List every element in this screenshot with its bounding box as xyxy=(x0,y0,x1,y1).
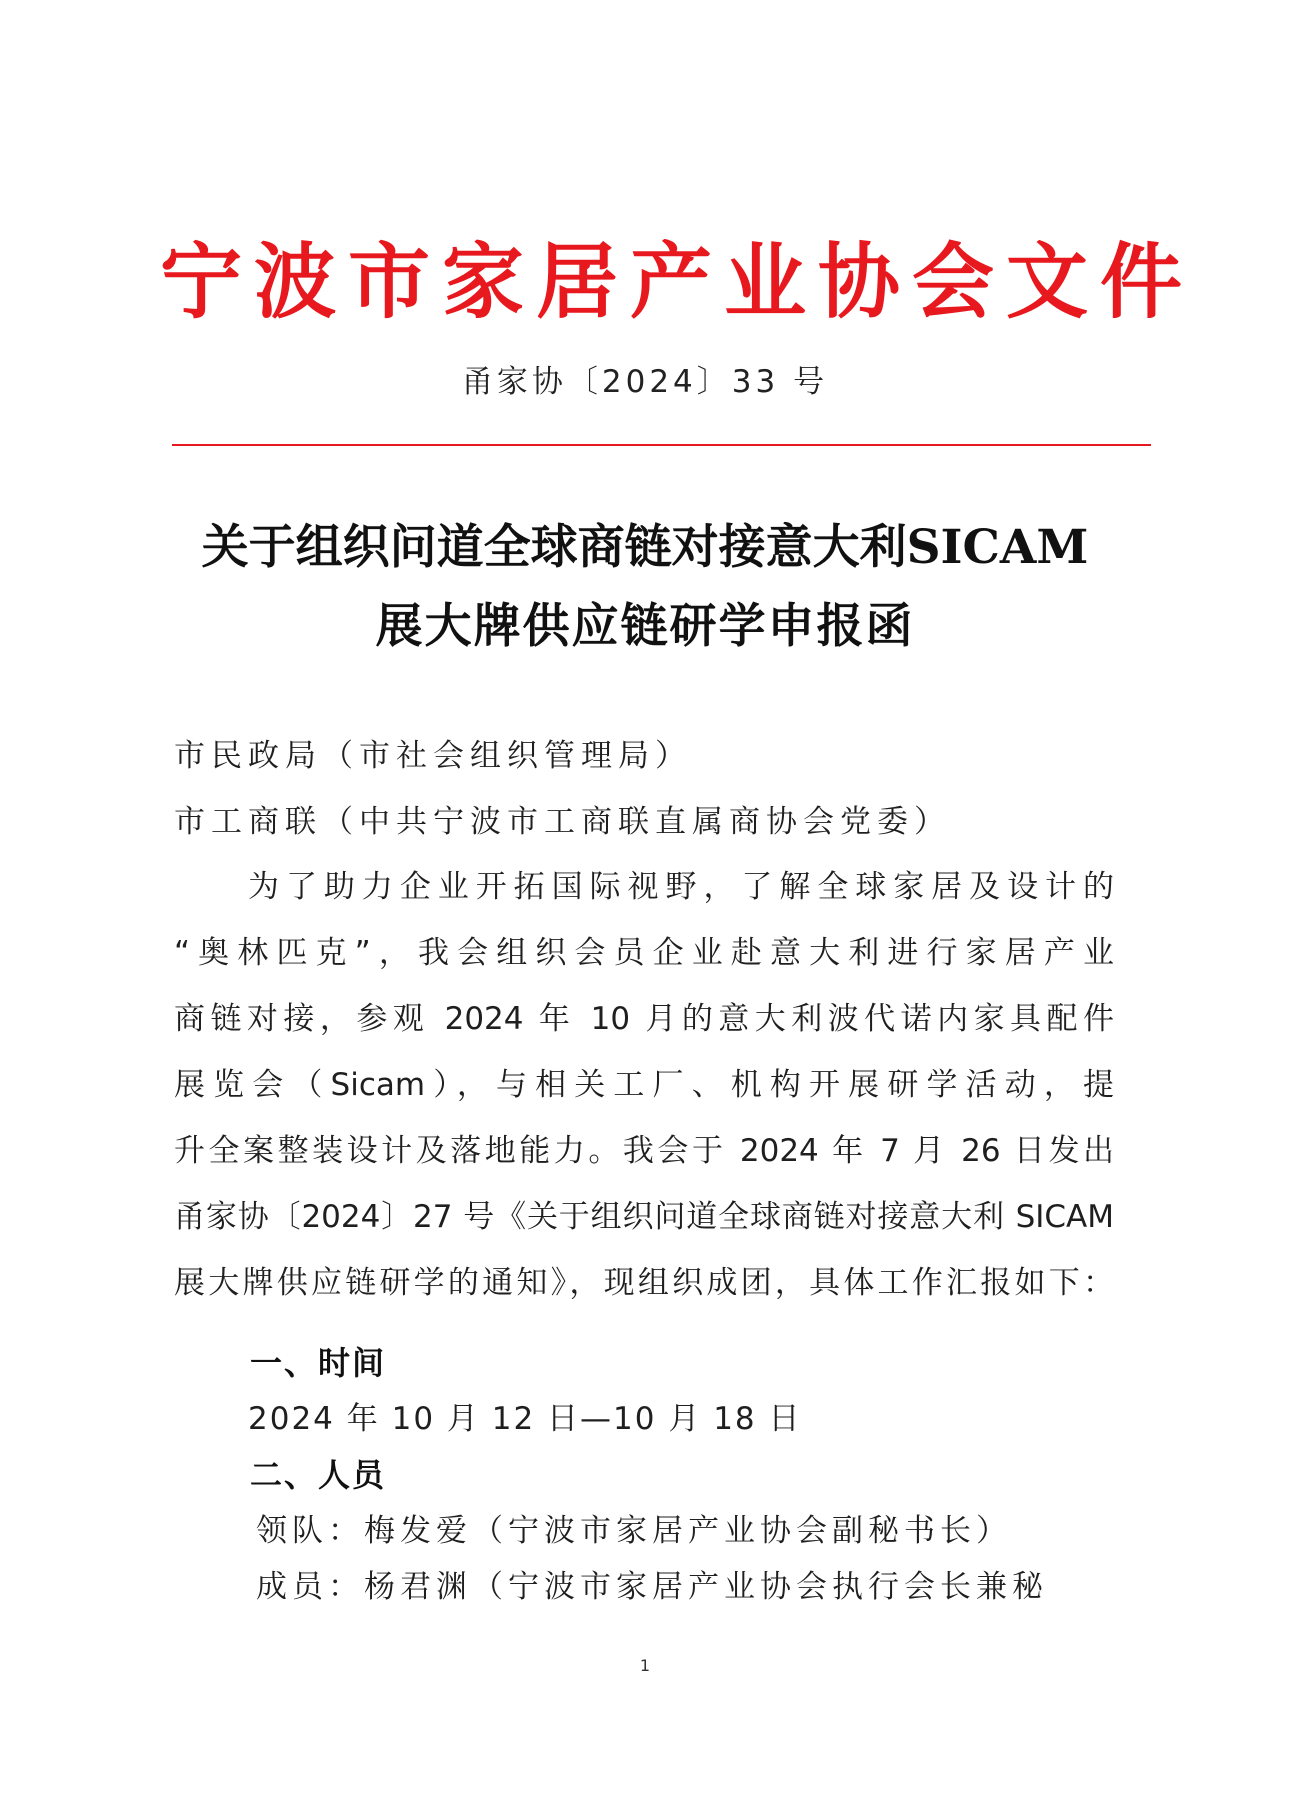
body-text-line: 展览会（Sicam），与相关工厂、机构开展研学活动，提 xyxy=(174,1067,1114,1103)
document-title-line-2: 展大牌供应链研学申报函 xyxy=(375,599,915,654)
page-number: 1 xyxy=(639,1656,651,1675)
time-range-text: 2024 年 10 月 12 日—10 月 18 日 xyxy=(248,1401,802,1437)
recipient-line: 市民政局（市社会组织管理局） xyxy=(174,738,692,774)
body-text-line: 升全案整装设计及落地能力。我会于 2024 年 7 月 26 日发出 xyxy=(174,1133,1114,1169)
team-leader-line: 领队：梅发爱（宁波市家居产业协会副秘书长） xyxy=(256,1513,1012,1549)
document-number: 甬家协〔2024〕33 号 xyxy=(461,364,829,400)
body-text-line: 商链对接，参观 2024 年 10 月的意大利波代诺内家具配件 xyxy=(174,1001,1114,1037)
red-separator-line xyxy=(172,444,1151,446)
body-text-line: “奥林匹克”，我会组织会员企业赴意大利进行家居产业 xyxy=(174,935,1114,971)
body-text-line: 甬家协〔2024〕27 号《关于组织问道全球商链对接意大利 SICAM xyxy=(174,1199,1114,1235)
body-text-line: 展大牌供应链研学的通知》，现组织成团，具体工作汇报如下： xyxy=(174,1265,1114,1301)
document-title-line-1: 关于组织问道全球商链对接意大利SICAM xyxy=(201,520,1089,575)
section-heading-time: 一、时间 xyxy=(250,1344,387,1382)
team-members-line: 成员：杨君渊（宁波市家居产业协会执行会长兼秘 xyxy=(256,1569,1048,1605)
recipient-line: 市工商联（中共宁波市工商联直属商协会党委） xyxy=(174,804,951,840)
body-text-line: 为了助力企业开拓国际视野，了解全球家居及设计的 xyxy=(248,869,1114,905)
section-heading-people: 二、人员 xyxy=(250,1456,387,1494)
issuing-organization-header: 宁波市家居产业协会文件 xyxy=(160,235,1195,330)
